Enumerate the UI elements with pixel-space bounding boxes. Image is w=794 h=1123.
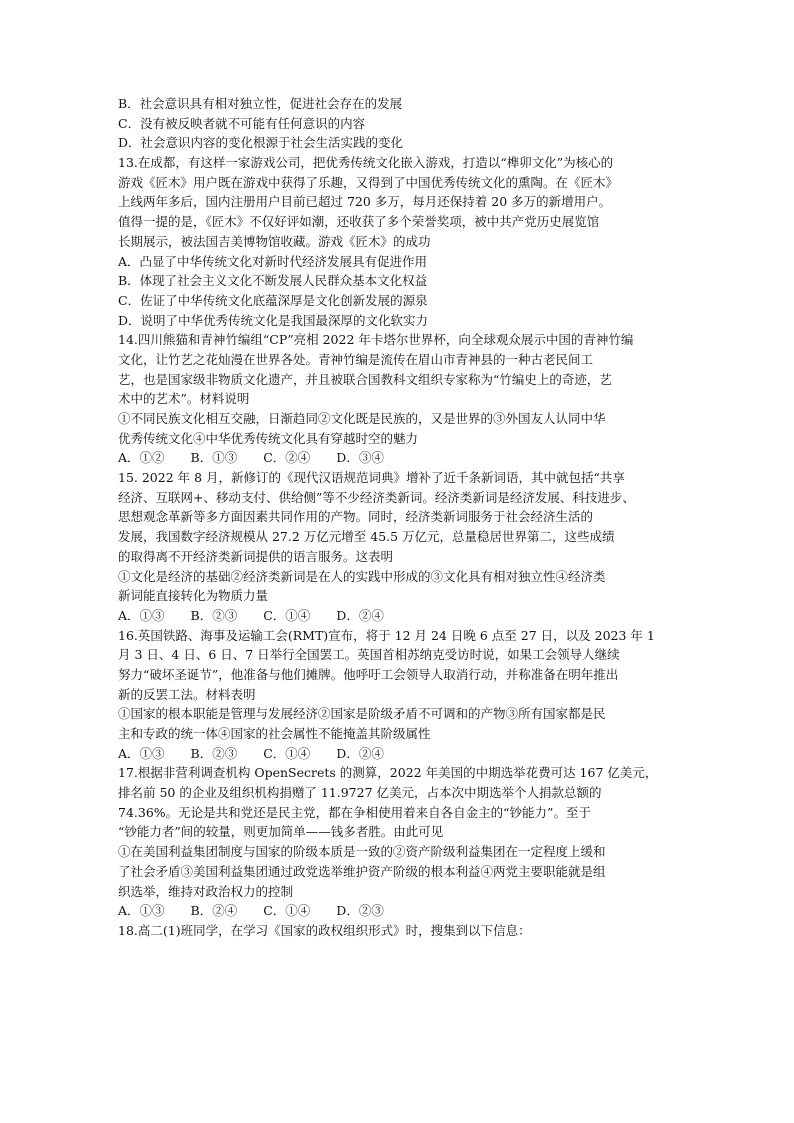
question-15-options [118,606,678,626]
question-17-options [118,901,678,921]
question-15-stem-line: 发展，我国数字经济规模从 27.2 万亿元增至 45.5 万亿元，总量稳居世界第二，这些成绩 [118,529,615,545]
question-14-stem-line: 术中的艺术”。材料说明 [118,391,250,407]
option-d: D．②④ [336,745,384,761]
question-15-statements-line: 新词能直接转化为物质力量 [118,588,269,604]
question-16-stem-line: 新的反罢工法。材料表明 [118,686,256,702]
option-a: A．凸显了中华传统文化对新时代经济发展具有促进作用 [118,253,428,269]
option-d: D．社会意识内容的变化根源于社会生活实践的变化 [118,135,404,151]
question-13-stem-line: 长期展示，被法国吉美博物馆收藏。游戏《匠木》的成功 [118,233,431,249]
option-b: B．②④ [190,903,238,919]
question-16-statements-line: 主和专政的统一体④国家的社会属性不能掩盖其阶级属性 [118,726,431,741]
option-b: B．社会意识具有相对独立性，促进社会存在的发展 [118,96,403,111]
option-c: C．①④ [263,745,311,761]
question-16-stem-line: 16.英国铁路、海事及运输工会(RMT)宣布，将于 12 月 24 日晚 6 点至 27 日，以及 2023 年 1 [118,627,655,643]
question-17-stem-line: 排名前 50 的企业及组织机构捐赠了 11.9727 亿美元，占本次中期选举个人捐款总额的 [118,785,602,801]
question-16-options [118,744,678,764]
question-13-stem-line: 游戏《匠木》用户既在游戏中获得了乐趣，又得到了中国优秀传统文化的熏陶。在《匠木》 [118,174,619,190]
option-b: B．②③ [190,607,238,623]
question-16 [118,626,678,764]
question-18-stem-line: 18.高二(1)班同学，在学习《国家的政权组织形式》时，搜集到以下信息： [118,922,531,938]
option-c: C．①④ [263,607,311,623]
question-17-statements-line: 织选举，维持对政治权力的控制 [118,883,294,899]
question-16-stem-line: 月 3 日、4 日、6 日、7 日举行全国罢工。英国首相苏纳克受访时说，如果工会领导人继续 [118,647,620,663]
question-14-options [118,448,678,468]
question-15 [118,468,678,626]
question-14-stem-line: 文化，让竹艺之花灿漫在世界各处。青神竹编是流传在眉山市青神县的一种古老民间工 [118,351,594,367]
option-c: C．佐证了中华传统文化底蕴深厚是文化创新发展的源泉 [118,292,428,308]
option-c: C．①④ [263,903,311,919]
option-d: D．③④ [336,450,384,466]
question-13-stem-line: 上线两年多后，国内注册用户目前已超过 720 多万，每月还保持着 20 多万的新增用户。 [118,194,612,210]
question-14-stem-line: 14.四川熊猫和青神竹编组“CP”亮相 2022 年卡塔尔世界杯，向全球观众展示中国的青神竹编 [118,332,634,348]
option-a: A．①③ [118,745,165,761]
question-14-stem-line: 艺，也是国家级非物质文化遗产，并且被联合国教科文组织专家称为“竹编史上的奇迹，艺 [118,371,612,387]
question-16-statements-line: ①国家的根本职能是管理与发展经济②国家是阶级矛盾不可调和的产物③所有国家都是民 [118,706,606,722]
question-17 [118,763,678,921]
question-16-stem-line: 努力“破坏圣诞节”，他准备与他们摊牌。他呼吁工会领导人取消行动，并称准备在明年推出 [118,666,619,682]
question-17-stem-line: “钞能力者”间的较量，则更加简单——钱多者胜。由此可见 [118,824,444,840]
question-17-statements-line: 了社会矛盾③美国利益集团通过政党选举维护资产阶级的根本利益④两党主要职能就是组 [118,863,606,879]
option-a: A．①③ [118,903,165,919]
question-15-statements-line: ①文化是经济的基础②经济类新词是在人的实践中形成的③文化具有相对独立性④经济类 [118,568,606,584]
exam-page [118,94,678,941]
question-15-stem-line: 的取得离不开经济类新词提供的语言服务。这表明 [118,548,394,564]
question-13 [118,153,678,330]
option-d: D．②④ [336,607,384,623]
question-14-statements-line: ①不同民族文化相互交融，日渐趋同②文化既是民族的，又是世界的③外国友人认同中华 [118,411,606,426]
option-b: B．①③ [190,450,238,466]
question-17-stem-line: 17.根据非营利调查机构 OpenSecrets 的测算，2022 年美国的中期选举花费可达 167 亿美元， [118,765,658,781]
question-15-stem-line: 15. 2022 年 8 月，新修订的《现代汉语规范词典》增补了近千条新词语，其中就包括“共享 [118,470,625,486]
option-c: C．②④ [263,450,311,466]
option-b: B．体现了社会主义文化不断发展人民群众基本文化权益 [118,273,428,289]
option-c: C．没有被反映者就不可能有任何意识的内容 [118,115,366,131]
question-15-stem-line: 经济、互联网+、移动支付、供给侧”等不少经济类新词。经济类新词是经济发展、科技进步、 [118,489,635,505]
question-17-stem-line: 74.36%。无论是共和党还是民主党，都在争相使用着来自各自金主的“钞能力”。至于 [118,804,591,820]
question-13-stem-line: 13.在成都，有这样一家游戏公司，把优秀传统文化嵌入游戏，打造以“榫卯文化”为核心的 [118,155,614,171]
question-12-options [118,94,678,153]
question-13-stem-line: 值得一提的是，《匠木》不仅好评如潮，还收获了多个荣誉奖项，被中共产党历史展览馆 [118,214,600,230]
option-a: A．①③ [118,607,165,623]
option-b: B．②③ [190,745,238,761]
question-14-statements-line: 优秀传统文化④中华优秀传统文化具有穿越时空的魅力 [118,430,419,446]
option-d: D．②③ [336,903,384,919]
question-14 [118,330,678,468]
option-d: D．说明了中华优秀传统文化是我国最深厚的文化软实力 [118,312,429,328]
option-a: A．①② [118,450,165,466]
question-17-statements-line: ①在美国利益集团制度与国家的阶级本质是一致的②资产阶级利益集团在一定程度上缓和 [118,844,606,860]
question-18 [118,921,678,941]
question-15-stem-line: 思想观念革新等多方面因素共同作用的产物。同时，经济类新词服务于社会经济生活的 [118,509,594,525]
